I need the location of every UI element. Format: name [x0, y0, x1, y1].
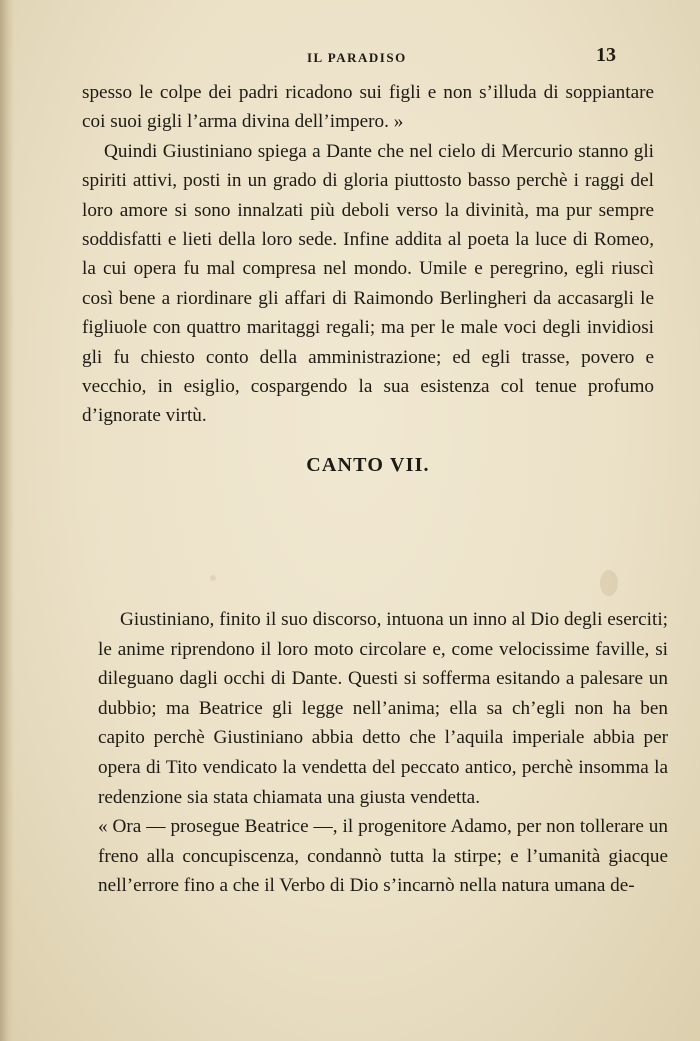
page-number: 13 [596, 44, 616, 66]
paragraph-summary: Quindi Giustiniano spiega a Dante che nel cielo di Mercurio stanno gli spiriti attivi, posti in un grado di gloria piuttosto basso perchè i raggi del loro amore si sono innalzati più deboli verso la divinità, ma pur sempre soddisfatti e lieti della loro sede. Infine addita al poeta la luce di Romeo, la cui opera fu mal compresa nel mondo. Umile e peregrino, egli riuscì così bene a riordinare gli affari di Raimondo Berlingheri da accasargli le figliuole con quattro maritaggi regali; ma per le male voci degli invidiosi gli fu chiesto conto della amministrazione; ed egli trasse, povero e vecchio, in esiglio, cospargendo la sua esistenza col tenue profumo d’ignorate virtù. [82, 140, 654, 427]
page-spine-shadow [0, 0, 14, 1041]
running-title: IL PARADISO [307, 50, 407, 65]
paragraph-canto-intro: Giustiniano, finito il suo discorso, intuona un inno al Dio degli eserciti; le anime riprendono il loro moto circolare e, come velocissime faville, si dileguano dagli occhi di Dante. Questi si sofferma esitando a palesare un dubbio; ma Beatrice gli legge nell’anima; ella sa ch’egli non ha ben capito perchè Giustiniano abbia detto che l’aquila imperiale abbia per opera di Tito vendicato la vendetta del peccato antico, perchè insomma la redenzione sia stata chiamata una giusta vendetta. [98, 609, 668, 808]
paragraph-continuation: spesso le colpe dei padri ricadono sui figli e non s’illuda di soppiantare coi suoi gigli l’arma divina dell’impero. » [82, 82, 654, 133]
paper-stain [210, 575, 216, 581]
text-block-top [82, 78, 654, 517]
paragraph-beatrice: « Ora — prosegue Beatrice —, il progenitore Adamo, per non tollerare un freno alla concupiscenza, condannò tutta la stirpe; e l’umanità giacque nell’errore fino a che il Verbo di Dio s’incarnò nella natura umana de- [98, 816, 668, 897]
paper-stain [600, 570, 618, 596]
canto-heading: CANTO VII. [306, 453, 430, 476]
text-block-bottom [98, 605, 668, 901]
page-header [0, 44, 700, 74]
